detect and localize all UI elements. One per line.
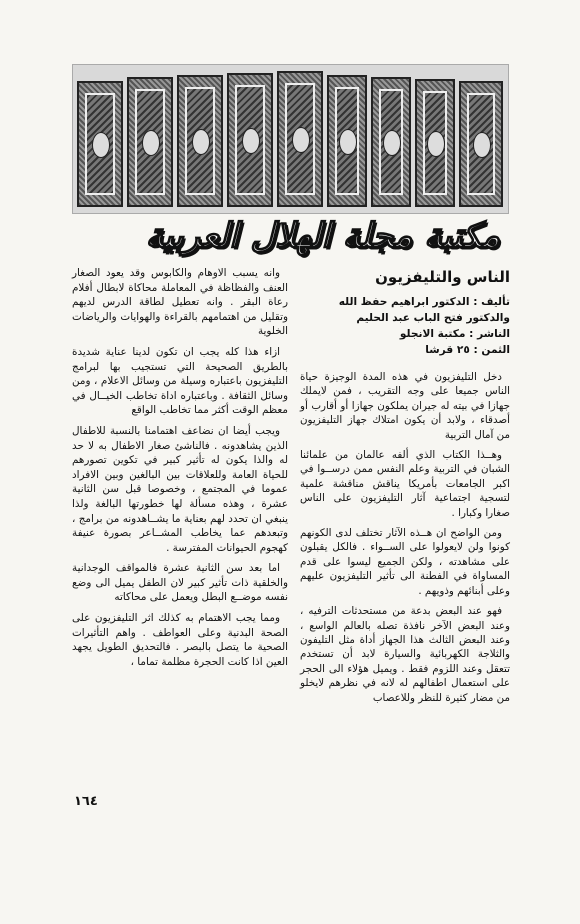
paragraph: وهــذا الكتاب الذي ألفه عالمان من علمائنا الشبان في التربية وعلم النفس ممن درســوا في اكبر الجامعات بأمريكا يناقش مناقشة علمية لتسجية اجتماعية آثار التليفزيون على الناس صغارا وكبارا . (300, 449, 510, 519)
paragraph: ويجب أيضا ان نضاعف اهتمامنا بالنسبة للاطفال الذين يشاهدونه . فالناشئ صغار الاطفال به لا حد له والذا يكون له تأثير كبير في تكوين تصورهم للحياة العامة وللعلاقات بين البالغين وبين الافراد عموما في المجتمع ، وخصوصا قبل سن الثانية عشرة ، وهذه مسألة لها خطورتها البالغة ولذا ينبغي ان تحدد لهم بعناية ما يشــاهدونه من برامج ، وتبعدهم عما يخاطب المشــاعر بصورة عنيفة كهجوم الحيوانات المفترسة . (72, 424, 288, 554)
paragraph: اما بعد سن الثانية عشرة فالمواقف الوجدانية والخلقية ذات تأثير كبير لان الطفل يميل الى وضع نفسه موضــع البطل ويعمل على محاكاته (72, 562, 288, 604)
right-column (300, 266, 510, 711)
paragraph: دخل التليفزيون في هذه المدة الوجيزة حياة الناس جميعا على وجه التقريب ، فمن لايملك جهازا في بيته له جيران يملكون جهازا أو أقارب أو أصدقاء ، ولابد أن يكون امتلاك جهاز التليفزيون من آمال التربية (300, 371, 510, 441)
book-meta (300, 294, 510, 358)
meta-price: الثمن : ٢٥ قرشا (425, 344, 510, 356)
section-title: مكتبة مجلة الهلال العربية (145, 216, 500, 256)
book-spine-image (415, 79, 455, 207)
book-spine-image (277, 71, 323, 207)
paragraph: ازاء هذا كله يجب ان تكون لدينا عناية شديدة بالطريق الصحيحة التي تستجيب بها لبرامج التليفزيون باعتباره وسيلة من وسائل الاعلام ، ومن وسائل الثقافة . وباعتباره اداة تخاطب الخيــال في معظم الوقت أكثر مما تخاطب الواقع (72, 345, 288, 417)
paragraph: وانه يسبب الاوهام والكابوس وقد يعود الصغار العنف والفظاظة في المعاملة محاكاة لابطال أفلام رعاة البقر . وانه تعطيل لطاقة الدرس لديهم وتقليل من اهتمامهم بالقراءة والهوايات والرياضات الخلوية (72, 267, 288, 338)
book-spine-image (227, 73, 273, 207)
meta-author: تأليف : الدكتور ابراهيم حفظ الله (338, 296, 510, 308)
book-spine-image (327, 75, 367, 207)
book-spine-image (77, 81, 123, 207)
book-spine-image (127, 77, 173, 207)
book-spines-banner (72, 64, 509, 214)
paragraph: فهو عند البعض بدعة من مستحدثات الترفيه ، وعند البعض الآخر نافذة تصله بالعالم الواسع ، وعند البعض الثالث هذا الجهاز أداة مثل التليفون والثلاجة الكهربائية والسيارة لابد أن تستخدم تتعقل وعند اللزوم فقط . ويميل هؤلاء الى الحجر على استعمال اطفالهم له لانه في نظرهم لايخلو من مضار كثيرة للنظر وللاعصاب (300, 605, 510, 704)
left-column (72, 266, 288, 675)
page-number: ١٦٤ (74, 794, 98, 809)
book-spine-image (459, 81, 503, 207)
book-spine-image (371, 77, 411, 207)
book-title: الناس والتليفزيون (375, 268, 510, 286)
meta-publisher: الناشر : مكتبة الانجلو (399, 328, 510, 340)
paragraph: ومن الواضح ان هــذه الآثار تختلف لدى الكونهم كونوا ولن لايعولوا على الســواء . فالكل يقبلون على مشاهدته ، ولكن الجميع ليسوا على قدم المساواة في الفطنة الى تأثير التليفزيون عليهم وعلى أبنائهم وذويهم . (300, 527, 510, 597)
paragraph: ومما يجب الاهتمام به كذلك اثر التليفزيون على الصحة البدنية وعلى العواطف . واهم التأثيرات الصحية ما يتصل بالبصر . فالتحديق الطويل يجهد العين اذا كانت الحجرة مظلمة تماما ، (72, 612, 288, 668)
meta-coauthor: والدكتور فتح الباب عبد الحليم (356, 312, 510, 324)
book-spine-image (177, 75, 223, 207)
